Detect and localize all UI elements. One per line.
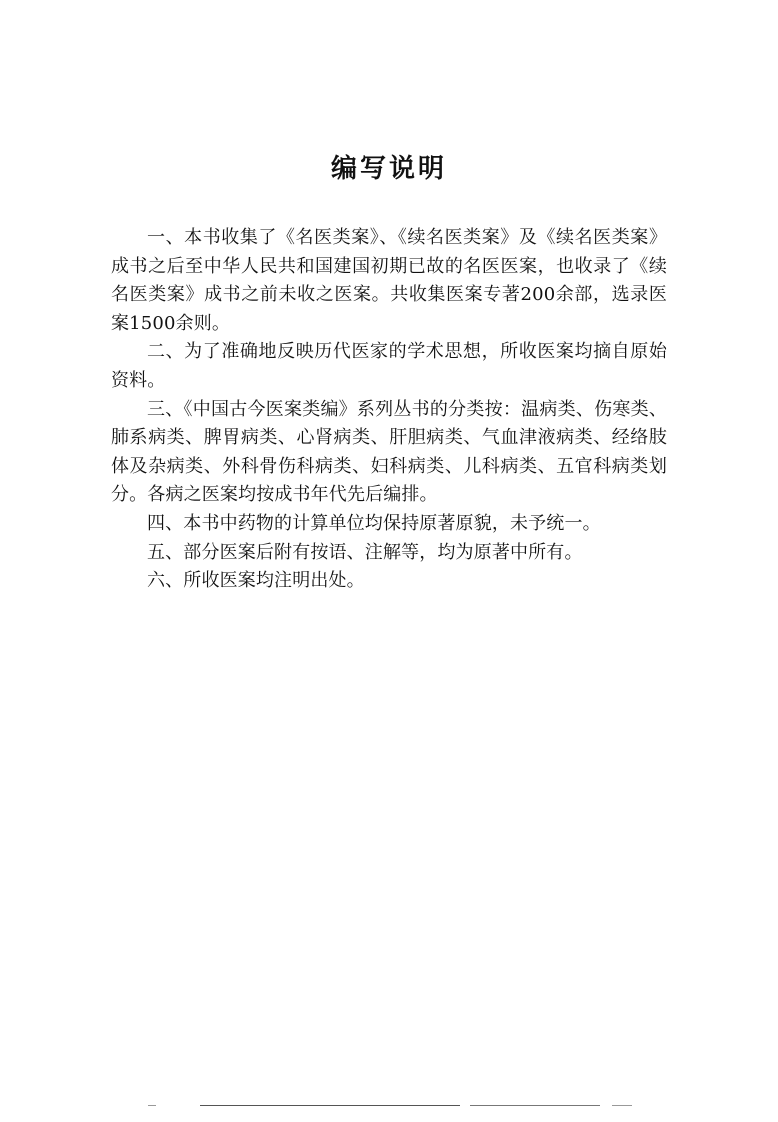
- footer-scan-line: [612, 1105, 632, 1106]
- paragraph-2: 二、为了准确地反映历代医家的学术思想，所收医案均摘自原始资料。: [111, 341, 667, 391]
- paragraph-4: 四、本书中药物的计算单位均保持原著原貌，未予统一。: [147, 512, 601, 534]
- footer-scan-line: [470, 1105, 600, 1106]
- footer-scan-line: [148, 1105, 156, 1106]
- paragraph-3: 三、《中国古今医案类编》系列丛书的分类按：温病类、伤寒类、肺系病类、脾胃病类、心肾病类、肝胆病类、气血津液病类、经络肢体及杂病类、外科骨伤科病类、妇科病类、儿科病类、五官科病类划分。各病之医案均按成书年代先后编排。: [111, 398, 667, 506]
- footer-scan-line: [200, 1105, 460, 1106]
- page-title: 编写说明: [330, 154, 447, 184]
- body-text: [111, 224, 667, 596]
- paragraph-5: 五、部分医案后附有按语、注解等，均为原著中所有。: [147, 541, 583, 563]
- paragraph-1: 一、本书收集了《名医类案》、《续名医类案》及《续名医类案》成书之后至中华人民共和国建国初期已故的名医医案，也收录了《续名医类案》成书之前未收之医案。共收集医案专著200余部，选录医案1500余则。: [111, 227, 667, 334]
- paragraph-6: 六、所收医案均注明出处。: [147, 570, 365, 592]
